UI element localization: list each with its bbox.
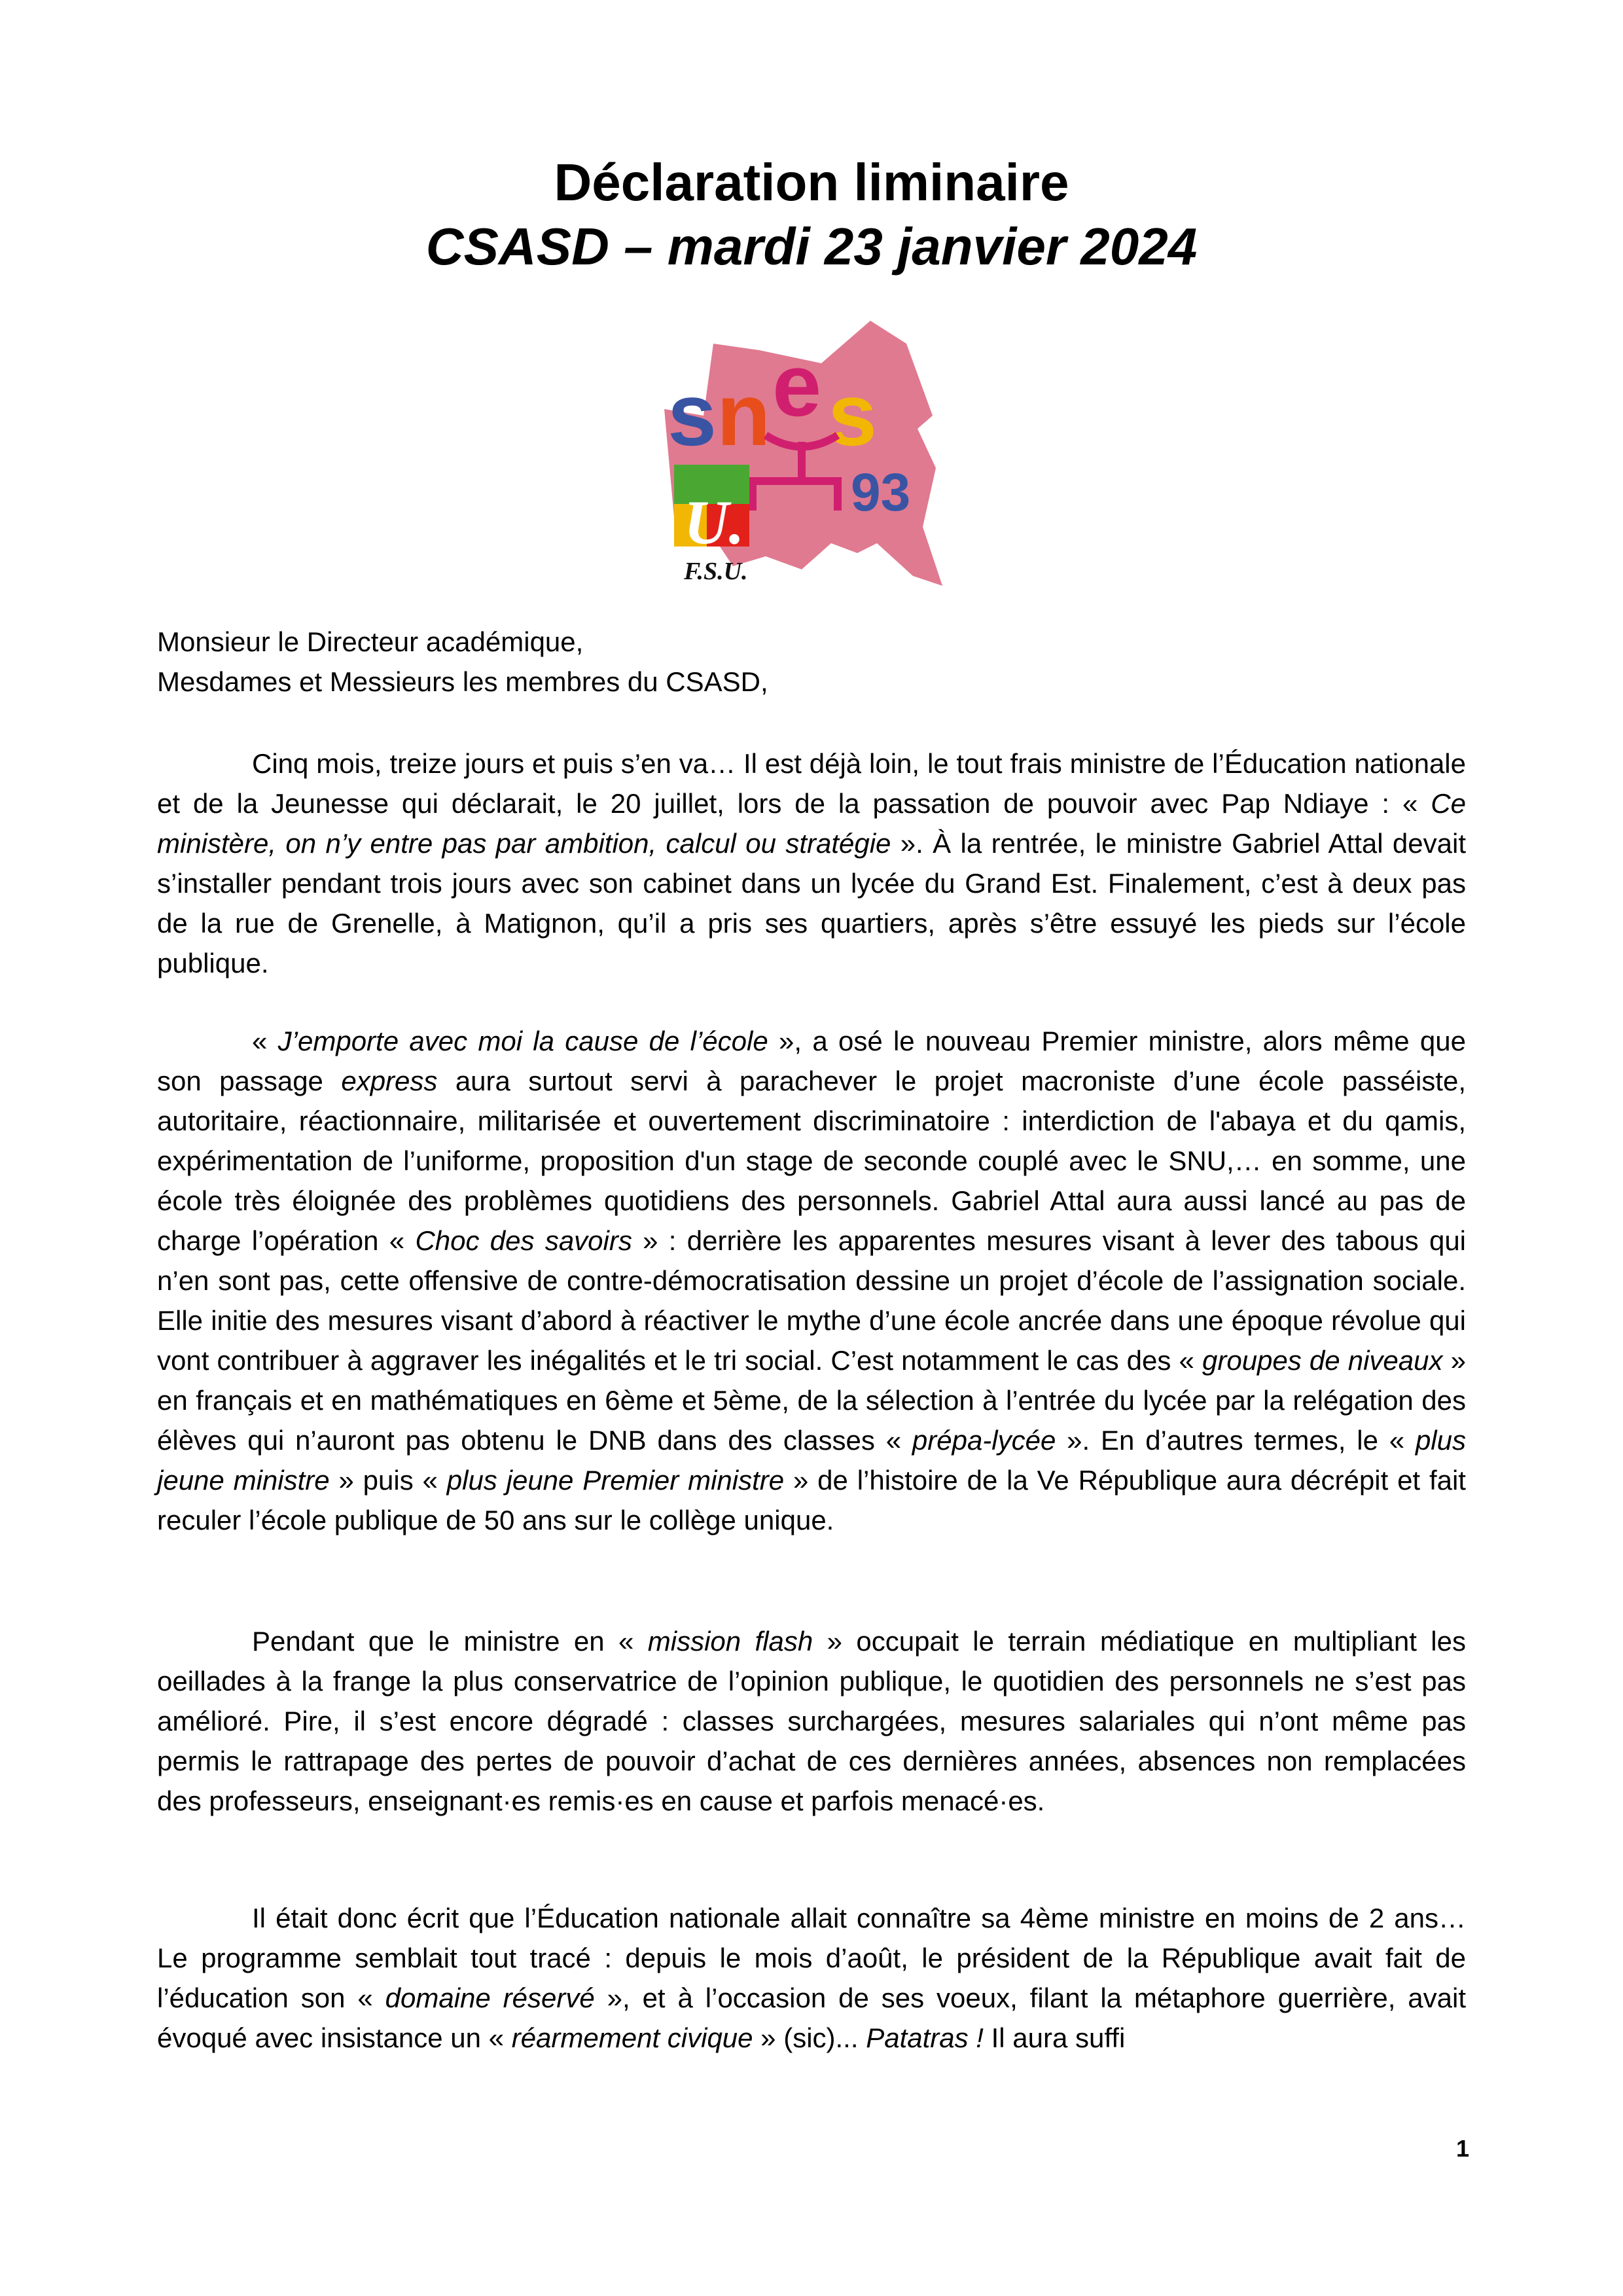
- logo-letter-n: n: [717, 365, 771, 464]
- logo-union-name: F.S.U.: [684, 558, 748, 585]
- logo-number: 93: [851, 463, 911, 522]
- emphasis-text: plus jeune ministre: [157, 1425, 1466, 1496]
- logo-letter-s1: s: [668, 365, 717, 464]
- title-line-1: Déclaration liminaire: [554, 153, 1069, 211]
- emphasis-text: groupes de niveaux: [1202, 1345, 1443, 1376]
- emphasis-text: Ce ministère, on n’y entre pas par ambition, calcul ou stratégie: [157, 788, 1466, 859]
- logo-letter-s2: s: [828, 365, 878, 464]
- page-number: 1: [1455, 2135, 1469, 2162]
- emphasis-text: réarmement civique: [511, 2022, 753, 2053]
- body-paragraph-3: Pendant que le ministre en « mission flash » occupait le terrain médiatique en multipliant les oeillades à la frange la plus conservatrice de l’opinion publique, le quotidien des personnels ne s’est pas amélioré. Pire, il s’est encore dégradé : classes surchargées, mesures salariales qui n’ont même pas permis le rattrapage des pertes de pouvoir d’achat de ces dernières années, absences non remplacées des professeurs, enseignant·es remis·es en cause et parfois menacé·es.: [157, 1626, 1466, 1816]
- emphasis-text: J’emporte avec moi la cause de l’école: [277, 1026, 768, 1056]
- emphasis-text: prépa-lycée: [912, 1425, 1056, 1456]
- emphasis-text: express: [341, 1066, 438, 1096]
- logo-letter-e: e: [772, 336, 822, 435]
- body-paragraph-4: Il était donc écrit que l’Éducation nationale allait connaître sa 4ème ministre en moins de 2 ans… Le programme semblait tout tracé : depuis le mois d’août, le président de la République avait fait de l’éducation son « domaine réservé », et à l’occasion de ses voeux, filant la métaphore guerrière, avait évoqué avec insistance un « réarmement civique » (sic)... Patatras ! Il aura suffi: [157, 1903, 1467, 2053]
- emphasis-text: mission flash: [647, 1626, 813, 1657]
- emphasis-text: domaine réservé: [385, 1982, 595, 2013]
- emphasis-text: Choc des savoirs: [415, 1225, 632, 1256]
- emphasis-text: plus jeune Premier ministre: [446, 1465, 785, 1496]
- body-paragraph-1: Cinq mois, treize jours et puis s’en va… Il est déjà loin, le tout frais ministre de l’Éducation nationale et de la Jeunesse qui déclarait, le 20 juillet, lors de la passation de pouvoir avec Pap Ndiaye : « Ce ministère, on n’y entre pas par ambition, calcul ou stratégie ». À la rentrée, le ministre Gabriel Attal devait s’installer pendant trois jours avec son cabinet dans un lycée du Grand Est. Finalement, c’est à deux pas de la rue de Grenelle, à Matignon, qu’il a pris ses quartiers, après s’être essuyé les pieds sur l’école publique.: [157, 748, 1466, 978]
- body-paragraph-2: « J’emporte avec moi la cause de l’école », a osé le nouveau Premier ministre, alors même que son passage express aura surtout servi à parachever le projet macroniste d’une école passéiste, autoritaire, réactionnaire, militarisée et ouvertement discriminatoire : interdiction de l'abaya et du qamis, expérimentation de l’uniforme, proposition d'un stage de seconde couplé avec le SNU,… en somme, une école très éloignée des problèmes quotidiens des personnels. Gabriel Attal aura aussi lancé au pas de charge l’opération « Choc des savoirs » : derrière les apparentes mesures visant à lever des tabous qui n’en sont pas, cette offensive de contre-démocratisation dessine un projet d’école de l’assignation sociale. Elle initie des mesures visant d’abord à réactiver le mythe d’une école ancrée dans une époque révolue qui vont contribuer à aggraver les inégalités et le tri social. C’est notamment le cas des « groupes de niveaux » en français et en mathématiques en 6ème et 5ème, de la sélection à l’entrée du lycée par la relégation des élèves qui n’auront pas obtenu le DNB dans des classes « prépa-lycée ». En d’autres termes, le « plus jeune ministre » puis « plus jeune Premier ministre » de l’histoire de la Ve République aura décrépit et fait reculer l’école publique de 50 ans sur le collège unique.: [157, 1026, 1467, 1535]
- document-title: [0, 151, 1623, 279]
- emphasis-text: Patatras !: [866, 2022, 984, 2053]
- greeting-line-2: Mesdames et Messieurs les membres du CSASD,: [157, 666, 768, 697]
- greeting-line-1: Monsieur le Directeur académique,: [157, 626, 584, 657]
- greeting: [157, 622, 1466, 702]
- title-line-2: CSASD – mardi 23 janvier 2024: [425, 217, 1198, 276]
- logo-union-letter: U.: [684, 488, 745, 557]
- snes-fsu-93-logo: [661, 317, 949, 592]
